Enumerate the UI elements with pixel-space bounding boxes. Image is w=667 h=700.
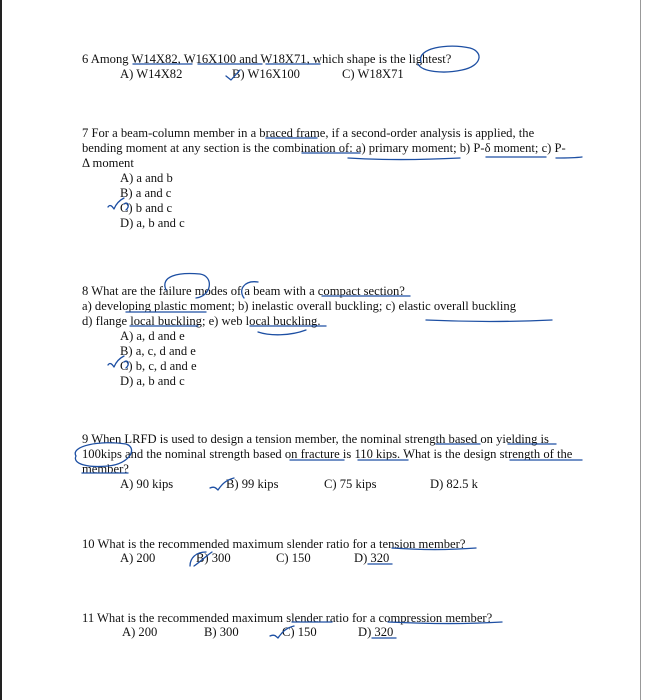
q11-option-b: B) 300	[204, 625, 239, 639]
q9-option-a: A) 90 kips	[120, 477, 174, 491]
q8-option-d: D) a, b and c	[120, 374, 185, 388]
q6-option-a: A) W14X82	[120, 67, 183, 81]
q10-option-b: B) 300	[196, 551, 231, 565]
ink-underline-q7-p-delta-2	[556, 157, 582, 158]
q9-option-c: C) 75 kips	[324, 477, 377, 491]
question-8-line-2: a) developing plastic moment; b) inelastic overall buckling; c) elastic overall buckling	[82, 299, 516, 313]
q7-option-a: A) a and b	[120, 171, 173, 185]
q9-option-d: D) 82.5 k	[430, 477, 478, 491]
question-10-stem: 10 What is the recommended maximum slender ratio for a tension member?	[82, 537, 466, 551]
ink-underline-q7-primary-moment	[348, 158, 460, 160]
ink-mark-q8-web	[258, 330, 306, 335]
q8-option-b: B) a, c, d and e	[120, 344, 196, 358]
question-11-stem: 11 What is the recommended maximum slender ratio for a compression member?	[82, 611, 493, 625]
question-8-line-3: d) flange local buckling; e) web local buckling.	[82, 314, 321, 328]
q6-option-c: C) W18X71	[342, 67, 404, 81]
page-right-border	[640, 0, 641, 700]
q7-option-c: C) b and c	[120, 201, 173, 215]
q11-option-a: A) 200	[122, 625, 158, 639]
q10-option-a: A) 200	[120, 551, 156, 565]
q7-option-b: B) a and c	[120, 186, 172, 200]
q8-option-c: C) b, c, d and e	[120, 359, 197, 373]
question-7-line-2: bending moment at any section is the combination of: a) primary moment; b) P-δ moment; c) P-	[82, 141, 566, 155]
q7-option-d: D) a, b and c	[120, 216, 185, 230]
ink-underline-q8-elastic-buckling	[426, 320, 552, 322]
question-9-line-3: member?	[82, 462, 129, 476]
question-7-line-3: Δ moment	[82, 156, 134, 170]
q9-option-b: B) 99 kips	[226, 477, 279, 491]
question-9-line-2: 100kips and the nominal strength based on fracture is 110 kips. What is the design strength of the	[82, 447, 573, 461]
q10-option-c: C) 150	[276, 551, 311, 565]
q6-option-b: B) W16X100	[232, 67, 300, 81]
page-left-border	[0, 0, 2, 700]
question-8-line-1: 8 What are the failure modes of a beam with a compact section?	[82, 284, 405, 298]
question-6-stem: 6 Among W14X82, W16X100 and W18X71, which shape is the lightest?	[82, 52, 452, 66]
question-9-line-1: 9 When LRFD is used to design a tension member, the nominal strength based on yielding is	[82, 432, 549, 446]
question-7-line-1: 7 For a beam-column member in a braced frame, if a second-order analysis is applied, the	[82, 126, 535, 140]
q11-option-d: D) 320	[358, 625, 394, 639]
q11-option-c: C) 150	[282, 625, 317, 639]
q8-option-a: A) a, d and e	[120, 329, 185, 343]
q10-option-d: D) 320	[354, 551, 390, 565]
